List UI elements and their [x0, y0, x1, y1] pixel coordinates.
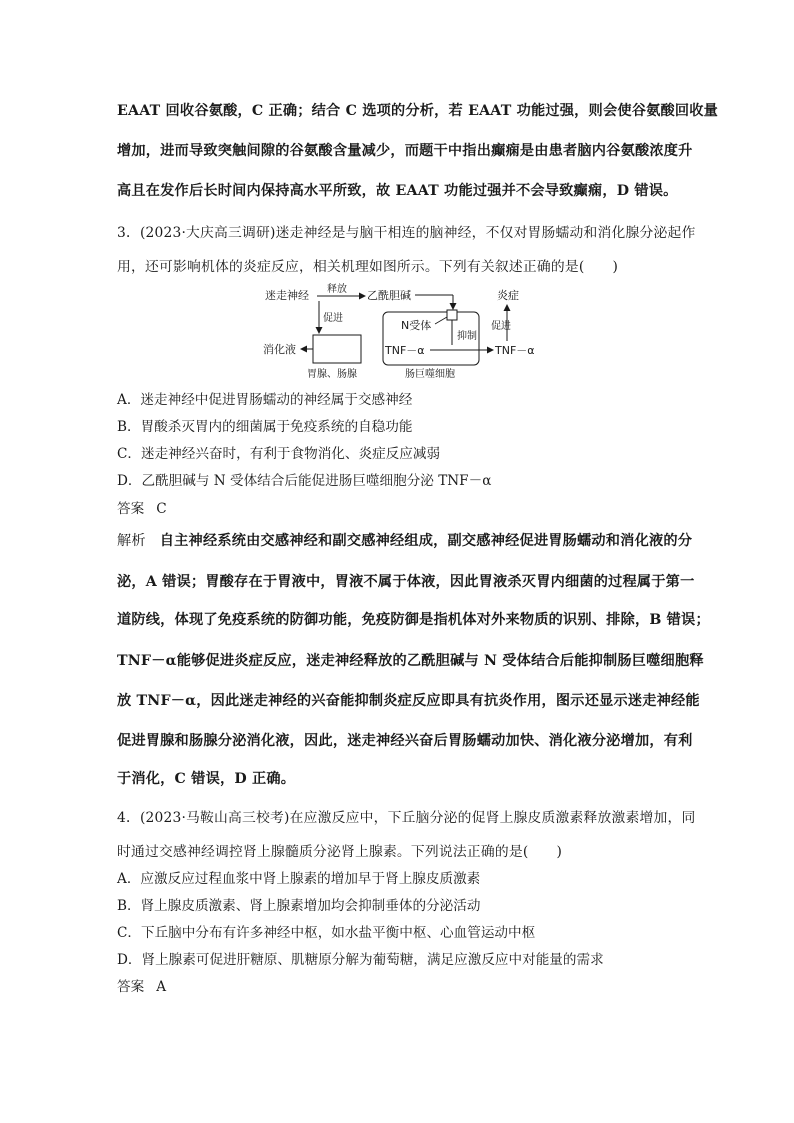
analysis-line: 促进胃腺和肠腺分泌消化液，因此，迷走神经兴奋后胃肠蠕动加快、消化液分泌增加，有利	[117, 733, 693, 749]
question-3-stem: 用，还可影响机体的炎症反应，相关机理如图所示。下列有关叙述正确的是( )	[117, 259, 619, 275]
question-3-stem: 3．(2023·大庆高三调研)迷走神经是与脑干相连的脑神经，不仅对胃肠蠕动和消化腺分泌起作	[117, 225, 696, 241]
answer-row	[117, 497, 167, 517]
question-4-stem: 4．(2023·马鞍山高三校考)在应激反应中，下丘脑分泌的促肾上腺皮质激素释放激素增加，同	[117, 810, 696, 826]
question-4-stem: 时通过交感神经调控肾上腺髓质分泌肾上腺素。下列说法正确的是( )	[117, 844, 563, 860]
analysis-line: 道防线，体现了免疫系统的防御功能，免疫防御是指机体对外来物质的识别、排除，B 错误；	[117, 612, 710, 628]
analysis-line: 于消化，C 错误，D 正确。	[117, 771, 296, 787]
option-c: C．下丘脑中分布有许多神经中枢，如水盐平衡中枢、心血管运动中枢	[117, 925, 536, 941]
analysis-line: 增加，进而导致突触间隙的谷氨酸含量减少，而题干中指出癫痫是由患者脑内谷氨酸浓度升	[117, 143, 693, 159]
diagram-ach-label: 乙酰胆碱	[367, 289, 411, 302]
analysis-line: 放 TNF－α，因此迷走神经的兴奋能抑制炎症反应即具有抗炎作用，图示还显示迷走神经能	[117, 693, 700, 709]
diagram-tnf-left: TNF－α	[385, 344, 425, 357]
option-c: C．迷走神经兴奋时，有利于食物消化、炎症反应减弱	[117, 446, 441, 462]
analysis-line: TNF－α能够促进炎症反应，迷走神经释放的乙酰胆碱与 N 受体结合后能抑制肠巨噬细胞释	[117, 653, 704, 669]
option-a: A．迷走神经中促进胃肠蠕动的神经属于交感神经	[117, 392, 413, 408]
option-a: A．应激反应过程血浆中肾上腺素的增加早于肾上腺皮质激素	[117, 871, 481, 887]
diagram-gland-label: 胃腺、肠腺	[307, 369, 357, 380]
diagram-n-receptor-label: N受体	[401, 319, 432, 332]
answer-label: 答案	[117, 501, 145, 517]
diagram-release-label: 释放	[327, 284, 347, 295]
analysis-line: 高且在发作后长时间内保持高水平所致，故 EAAT 功能过强并不会导致癫痫，D 错误。	[117, 183, 678, 199]
receptor-pointer	[435, 317, 447, 324]
option-d: D．乙酰胆碱与 N 受体结合后能促进肠巨噬细胞分泌 TNF－α	[117, 473, 492, 489]
diagram-macrophage-label: 肠巨噬细胞	[405, 369, 455, 380]
option-b: B．胃酸杀灭胃内的细菌属于免疫系统的自稳功能	[117, 419, 413, 435]
analysis-label: 解析	[117, 533, 146, 549]
diagram-promote2-label: 促进	[491, 321, 511, 332]
gland-box	[313, 335, 361, 363]
option-b: B．肾上腺皮质激素、肾上腺素增加均会抑制垂体的分泌活动	[117, 898, 481, 914]
analysis-line	[117, 530, 692, 550]
analysis-text: 自主神经系统由交感神经和副交感神经组成，副交感神经促进胃肠蠕动和消化液的分	[159, 533, 693, 549]
answer-value: A	[156, 979, 167, 995]
diagram-tnf-right: TNF－α	[495, 344, 535, 357]
diagram-inhibit-label: 抑制	[457, 331, 477, 342]
option-d: D．肾上腺素可促进肝糖原、肌糖原分解为葡萄糖，满足应激反应中对能量的需求	[117, 952, 604, 968]
diagram-promote-label: 促进	[323, 313, 343, 324]
diagram-vagus-label: 迷走神经	[265, 289, 309, 302]
answer-row	[117, 975, 166, 995]
diagram-digestive-fluid-label: 消化液	[263, 343, 296, 356]
answer-value: C	[156, 501, 167, 517]
analysis-line: 泌，A 错误；胃酸存在于胃液中，胃液不属于体液，因此胃液杀灭胃内细菌的过程属于第一	[117, 574, 695, 590]
diagram-inflammation-label: 炎症	[497, 289, 519, 302]
vagus-nerve-mechanism-diagram	[255, 283, 555, 383]
n-receptor-box	[447, 310, 457, 320]
analysis-line: EAAT 回收谷氨酸，C 正确；结合 C 选项的分析，若 EAAT 功能过强，则会使谷氨酸回收量	[117, 103, 719, 119]
answer-label: 答案	[117, 979, 145, 995]
